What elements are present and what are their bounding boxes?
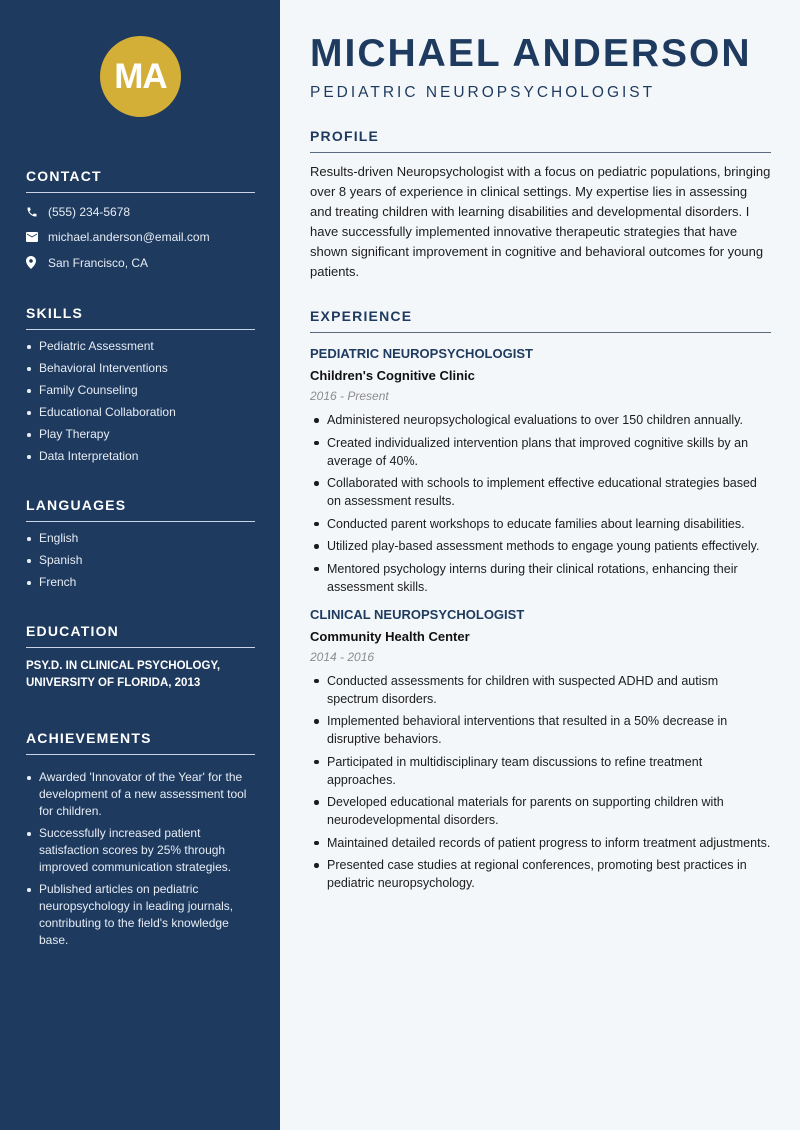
email-text[interactable]: michael.anderson@email.com — [48, 230, 210, 245]
achievement-item: Published articles on pediatric neuropsychology in leading journals, contributing to the field's knowledge base. — [26, 881, 255, 949]
phone-icon — [26, 206, 48, 218]
job-company: Community Health Center — [310, 628, 470, 644]
achievement-item: Awarded 'Innovator of the Year' for the development of a new assessment tool for children. — [26, 769, 255, 820]
skill-item: Pediatric Assessment — [26, 338, 255, 355]
job-bullet: Mentored psychology interns during their clinical rotations, enhancing their assessment skills. — [310, 560, 771, 596]
contact-location — [26, 250, 255, 276]
job-bullets — [310, 672, 771, 893]
job-bullet: Collaborated with schools to implement effective educational strategies based on assessment results. — [310, 474, 771, 510]
email-icon — [26, 232, 48, 242]
skills-section — [26, 305, 255, 470]
achievements-list — [26, 769, 255, 949]
job-bullet: Utilized play-based assessment methods to engage young patients effectively. — [310, 537, 771, 555]
job-bullet: Conducted assessments for children with suspected ADHD and autism spectrum disorders. — [310, 672, 771, 708]
sidebar — [0, 0, 280, 1130]
education-heading: EDUCATION — [26, 623, 255, 648]
achievement-item: Successfully increased patient satisfaction scores by 25% through improved communication strategies. — [26, 825, 255, 876]
skill-item: Data Interpretation — [26, 448, 255, 465]
skills-heading: SKILLS — [26, 305, 255, 330]
job-title: PEDIATRIC NEUROPSYCHOLOGIST — [310, 346, 533, 361]
education-school: UNIVERSITY OF FLORIDA, 2013 — [26, 677, 201, 689]
experience-heading: EXPERIENCE — [310, 308, 771, 333]
achievements-heading: ACHIEVEMENTS — [26, 730, 255, 755]
language-item: French — [26, 574, 255, 591]
job-bullet: Conducted parent workshops to educate families about learning disabilities. — [310, 515, 771, 533]
skill-item: Family Counseling — [26, 382, 255, 399]
job-entry — [310, 346, 771, 596]
profile-text: Results-driven Neuropsychologist with a focus on pediatric populations, bringing over 8 years of experience in clinical settings. My expertise lies in assessing and treating children with learning disabilities and developmental disorders. I have successfully implemented innovative therapeutic strategies that have shown significant improvement in cognitive and behavioral outcomes for young patients. — [310, 164, 771, 279]
profile-section — [310, 128, 771, 282]
skill-item: Play Therapy — [26, 426, 255, 443]
education-section — [26, 623, 255, 692]
contact-email — [26, 225, 255, 251]
job-title: CLINICAL NEUROPSYCHOLOGIST — [310, 606, 525, 622]
avatar-initials: MA — [100, 36, 181, 117]
location-text: San Francisco, CA — [48, 255, 149, 270]
job-bullets — [310, 411, 771, 596]
job-dates: 2014 - 2016 — [310, 649, 375, 664]
skill-item: Educational Collaboration — [26, 404, 255, 421]
job-entry — [310, 607, 771, 893]
job-bullet: Implemented behavioral interventions that resulted in a 50% decrease in disruptive behaviors. — [310, 712, 771, 748]
contact-phone — [26, 199, 255, 225]
job-bullet: Created individualized intervention plans that improved cognitive skills by an average of 40%. — [310, 434, 771, 470]
languages-heading: LANGUAGES — [26, 497, 255, 522]
candidate-name: MICHAEL ANDERSON — [310, 32, 752, 75]
profile-heading: PROFILE — [310, 128, 771, 153]
job-bullet: Maintained detailed records of patient progress to inform treatment adjustments. — [310, 834, 771, 852]
achievements-section — [26, 730, 255, 954]
job-bullet: Administered neuropsychological evaluations to over 150 children annually. — [310, 411, 771, 429]
education-degree: PSY.D. IN CLINICAL PSYCHOLOGY, — [26, 660, 221, 672]
job-company: Children's Cognitive Clinic — [310, 368, 475, 383]
job-bullet: Participated in multidisciplinary team discussions to refine treatment approaches. — [310, 753, 771, 789]
candidate-title: PEDIATRIC NEUROPSYCHOLOGIST — [310, 84, 656, 101]
location-pin-icon — [26, 256, 48, 269]
languages-list — [26, 530, 255, 591]
language-item: English — [26, 530, 255, 547]
education-entry — [26, 658, 255, 692]
job-bullet: Developed educational materials for parents on supporting children with neurodevelopmental disorders. — [310, 793, 771, 829]
contact-heading: CONTACT — [26, 168, 255, 193]
language-item: Spanish — [26, 552, 255, 569]
experience-section — [310, 308, 771, 897]
skills-list — [26, 338, 255, 465]
job-bullet: Presented case studies at regional conferences, promoting best practices in pediatric neuropsychology. — [310, 856, 771, 892]
job-dates: 2016 - Present — [310, 389, 389, 403]
phone-text[interactable]: (555) 234-5678 — [48, 204, 131, 219]
contact-section — [26, 168, 255, 276]
languages-section — [26, 497, 255, 596]
skill-item: Behavioral Interventions — [26, 360, 255, 377]
